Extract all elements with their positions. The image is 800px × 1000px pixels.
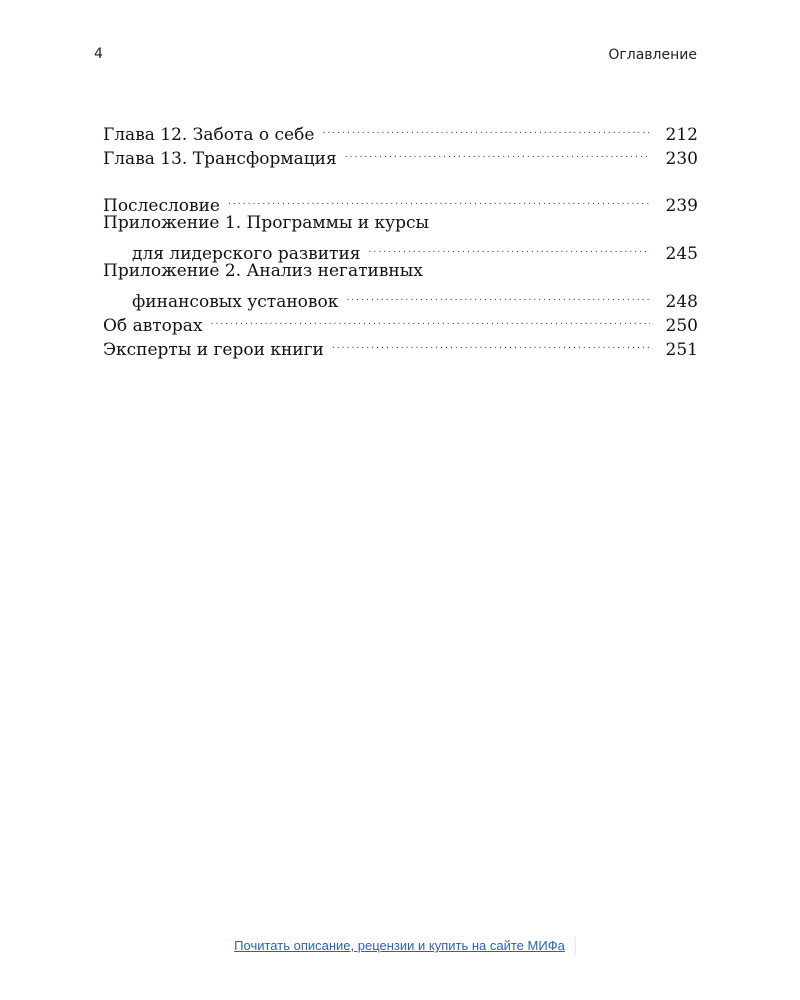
toc-entry-title: Глава 13. Трансформация	[103, 149, 337, 169]
toc-entry-title: Приложение 1. Программы и курсы	[103, 213, 430, 233]
toc-entry-title: Приложение 2. Анализ негативных	[103, 261, 423, 281]
toc-entry-title: Эксперты и герои книги	[103, 340, 324, 360]
footer	[0, 936, 800, 955]
toc-leader-dots	[346, 283, 650, 307]
toc-leader-dots	[369, 235, 650, 259]
toc-entry-page: 251	[665, 340, 698, 360]
toc-leader-dots	[332, 331, 650, 355]
buy-on-mif-link[interactable]: Почитать описание, рецензии и купить на сайте МИФа	[224, 936, 576, 955]
toc-entry-first-line	[103, 259, 698, 283]
toc-group-chapters	[103, 116, 698, 169]
toc-entry-title: Об авторах	[103, 316, 203, 336]
toc-leader-dots	[322, 116, 650, 140]
toc-leader-dots	[345, 140, 650, 164]
toc-entry-page: 212	[665, 125, 698, 145]
toc-entry-title-continuation: финансовых установок	[132, 292, 339, 312]
toc-leader-dots	[211, 307, 650, 331]
toc-entry-title: Глава 12. Забота о себе	[103, 125, 315, 145]
toc-entry-continuation	[103, 283, 698, 312]
toc-entry-continuation	[103, 235, 698, 264]
page-number: 4	[94, 46, 103, 62]
toc-group-appendices	[103, 187, 698, 360]
toc-leader-dots	[228, 187, 650, 211]
toc-entry-first-line	[103, 211, 698, 235]
toc-entry-page: 230	[665, 149, 698, 169]
toc-entry	[103, 187, 698, 216]
running-header-title: Оглавление	[608, 47, 697, 63]
toc-entry-page: 248	[665, 292, 698, 312]
toc-entry-title: Послесловие	[103, 196, 220, 216]
toc-entry-page: 245	[665, 244, 698, 264]
toc-entry-title-continuation: для лидерского развития	[132, 244, 361, 264]
toc-entry-page: 239	[665, 196, 698, 216]
toc-entry	[103, 116, 698, 145]
toc-entry-page: 250	[665, 316, 698, 336]
